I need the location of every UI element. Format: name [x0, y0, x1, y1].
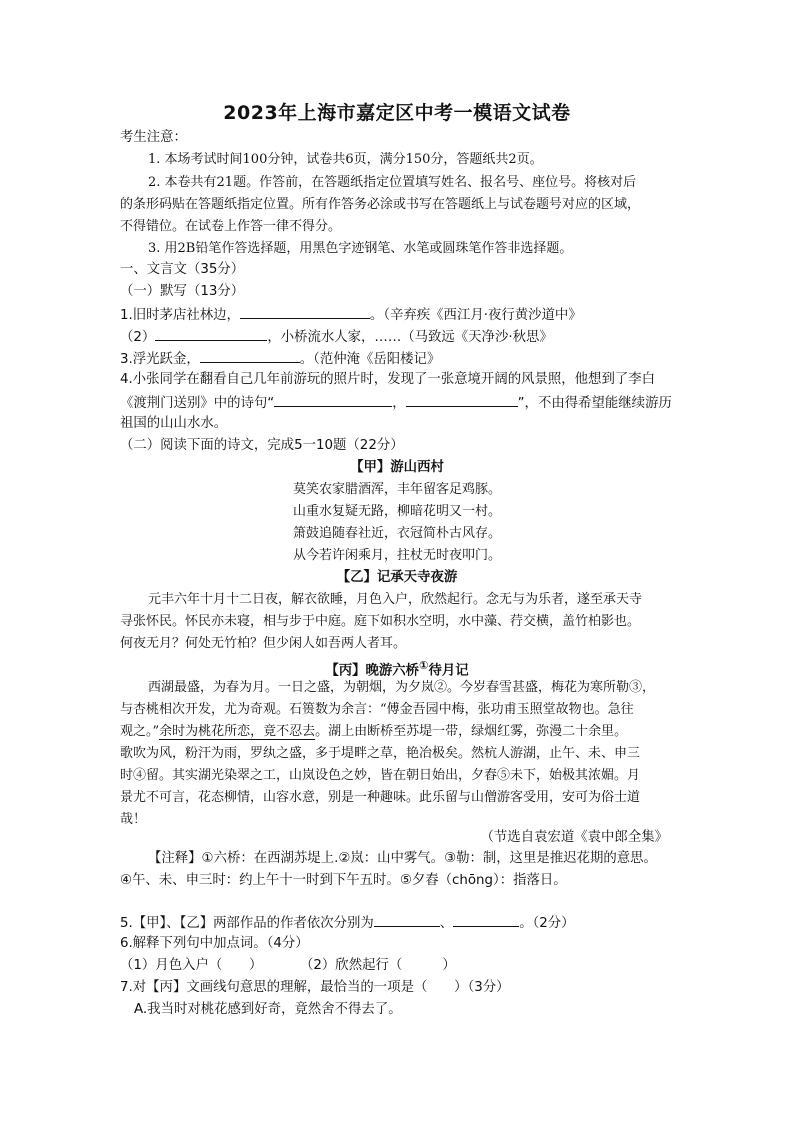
question-5: 5.【甲】、【乙】两部作品的作者依次分别为 、 。（2分） — [120, 912, 575, 934]
essay-bing-line: 与杏桃相次开发，尤为奇观。石篑数为余言：“傅金吾园中梅，张功甫玉照堂故物也。急往 — [120, 702, 634, 717]
answer-blank[interactable] — [453, 912, 519, 927]
notes-line-2: ④午、未、申三时：约上午十一时到下午五时。⑤夕舂（chōng）：指落日。 — [120, 873, 567, 888]
q1-suffix: 。（辛弃疾《西江月·夜行黄沙道中》 — [369, 308, 582, 323]
section-1-sub-1: （一）默写（13分） — [120, 284, 245, 299]
q3-prefix: 3.浮光跃金， — [120, 352, 200, 367]
q4-text-a: 《渡荆门送别》中的诗句“ — [120, 396, 275, 411]
answer-blank[interactable] — [374, 912, 440, 927]
q2-prefix: （2） — [120, 330, 156, 345]
notice-item-3: 3. 用2B铅笔作答选择题，用黑色字迹钢笔、水笔或圆珠笔作答非选择题。 — [148, 241, 573, 256]
essay-yi-line: 寻张怀民。怀民亦未寝，相与步于中庭。庭下如积水空明，水中藻、荇交横，盖竹柏影也。 — [120, 614, 641, 629]
essay-yi-title: 【乙】记承天寺夜游 — [336, 570, 458, 585]
q4-text-c: ”，不由得希望能继续游历 — [517, 396, 672, 411]
answer-blank[interactable] — [406, 392, 518, 407]
answer-blank[interactable] — [200, 348, 300, 363]
page-title: 2023年上海市嘉定区中考一模语文试卷 — [223, 102, 571, 124]
question-4-line-2 — [120, 392, 672, 414]
answer-blank[interactable] — [155, 326, 267, 341]
question-3 — [120, 348, 440, 370]
question-4-line-1: 4.小张同学在翻看自己几年前游玩的照片时，发现了一张意境开阔的风景照，他想到了李白 — [120, 372, 656, 387]
q2-suffix: ，小桥流水人家，……（马致远《天净沙·秋思》 — [267, 330, 553, 345]
essay-bing-line: 观之。”余时为桃花所恋，竟不忍去。湖上由断桥至苏堤一带，绿烟红雾，弥漫二十余里。 — [120, 724, 628, 739]
section-1-heading: 一、文言文（35分） — [120, 262, 245, 277]
notice-item-2-line-3: 不得错位。在试卷上作答一律不得分。 — [120, 219, 342, 234]
poem-line: 从今若许闲乘月，拄杖无时夜叩门。 — [292, 548, 501, 563]
essay-bing-line: 哉！ — [120, 812, 147, 827]
essay-bing-title: 【丙】晚游六桥①待月记 — [325, 659, 469, 679]
q1-prefix: 1.旧时茅店社林边， — [120, 308, 240, 323]
q4-text-b: ， — [392, 396, 406, 411]
question-6-item-2: （2）欣然起行（ ） — [300, 958, 456, 973]
question-7: 7.对【丙】文画线句意思的理解，最恰当的一项是（ ）（3分） — [120, 980, 510, 995]
essay-source: （节选自袁宏道《袁中郎全集》 — [480, 830, 668, 845]
answer-blank[interactable] — [274, 392, 392, 407]
poem-line: 山重水复疑无路，柳暗花明又一村。 — [292, 504, 501, 519]
poem-title: 【甲】游山西村 — [350, 460, 444, 475]
question-4-line-3: 祖国的山山水水。 — [120, 416, 228, 431]
notice-item-2-line-2: 的条形码贴在答题纸指定位置。所有作答务必涂或书写在答题纸上与试卷题号对应的区域， — [120, 197, 641, 212]
question-2 — [120, 326, 553, 348]
essay-yi-line: 元丰六年十月十二日夜，解衣欲睡，月色入户，欣然起行。念无与为乐者，遂至承天寺 — [148, 592, 643, 607]
essay-bing-line: 景尤不可言，花态柳情，山容水意，别是一种趣味。此乐留与山僧游客受用，安可为俗士道 — [120, 790, 641, 805]
question-1 — [120, 304, 582, 326]
notice-heading: 考生注意： — [120, 130, 187, 145]
poem-line: 莫笑农家腊酒浑，丰年留客足鸡豚。 — [292, 482, 501, 497]
essay-bing-line: 歌吹为风，粉汗为雨，罗纨之盛，多于堤畔之草，艳冶极矣。然杭人游湖，止午、未、申三 — [120, 746, 641, 761]
essay-bing-line: 时④留。其实湖光染翠之工，山岚设色之妙，皆在朝日始出，夕舂⑤未下，始极其浓媚。月 — [120, 768, 641, 783]
underlined-sentence: 余时为桃花所恋，竟不忍去 — [159, 724, 316, 739]
answer-blank[interactable] — [240, 304, 370, 319]
notice-item-1: 1. 本场考试时间100分钟，试卷共6页，满分150分，答题纸共2页。 — [148, 152, 543, 167]
question-6-item-1: （1）月色入户（ ） — [120, 958, 263, 973]
poem-line: 箫鼓追随春社近，衣冠简朴古风存。 — [292, 526, 501, 541]
section-1-sub-2: （二）阅读下面的诗文，完成5一10题（22分） — [120, 438, 404, 453]
question-6: 6.解释下列句中加点词。（4分） — [120, 936, 309, 951]
notes-line-1: 【注释】①六桥：在西湖苏堤上.②岚：山中雾气。③勒：制，这里是推迟花期的意思。 — [148, 851, 657, 866]
essay-bing-line: 西湖最盛，为春为月。一日之盛，为朝烟，为夕岚②。今岁春雪甚盛，梅花为寒所勒③， — [148, 680, 656, 695]
essay-yi-line: 何夜无月？何处无竹柏？但少闲人如吾两人者耳。 — [120, 636, 407, 651]
question-7-option-a: A.我当时对桃花感到好奇，竟然舍不得去了。 — [134, 1002, 402, 1017]
notice-item-2-line-1: 2. 本卷共有21题。作答前，在答题纸指定位置填写姓名、报名号、座位号。将核对后 — [148, 175, 637, 190]
q3-suffix: 。（范仲淹《岳阳楼记》 — [299, 352, 441, 367]
